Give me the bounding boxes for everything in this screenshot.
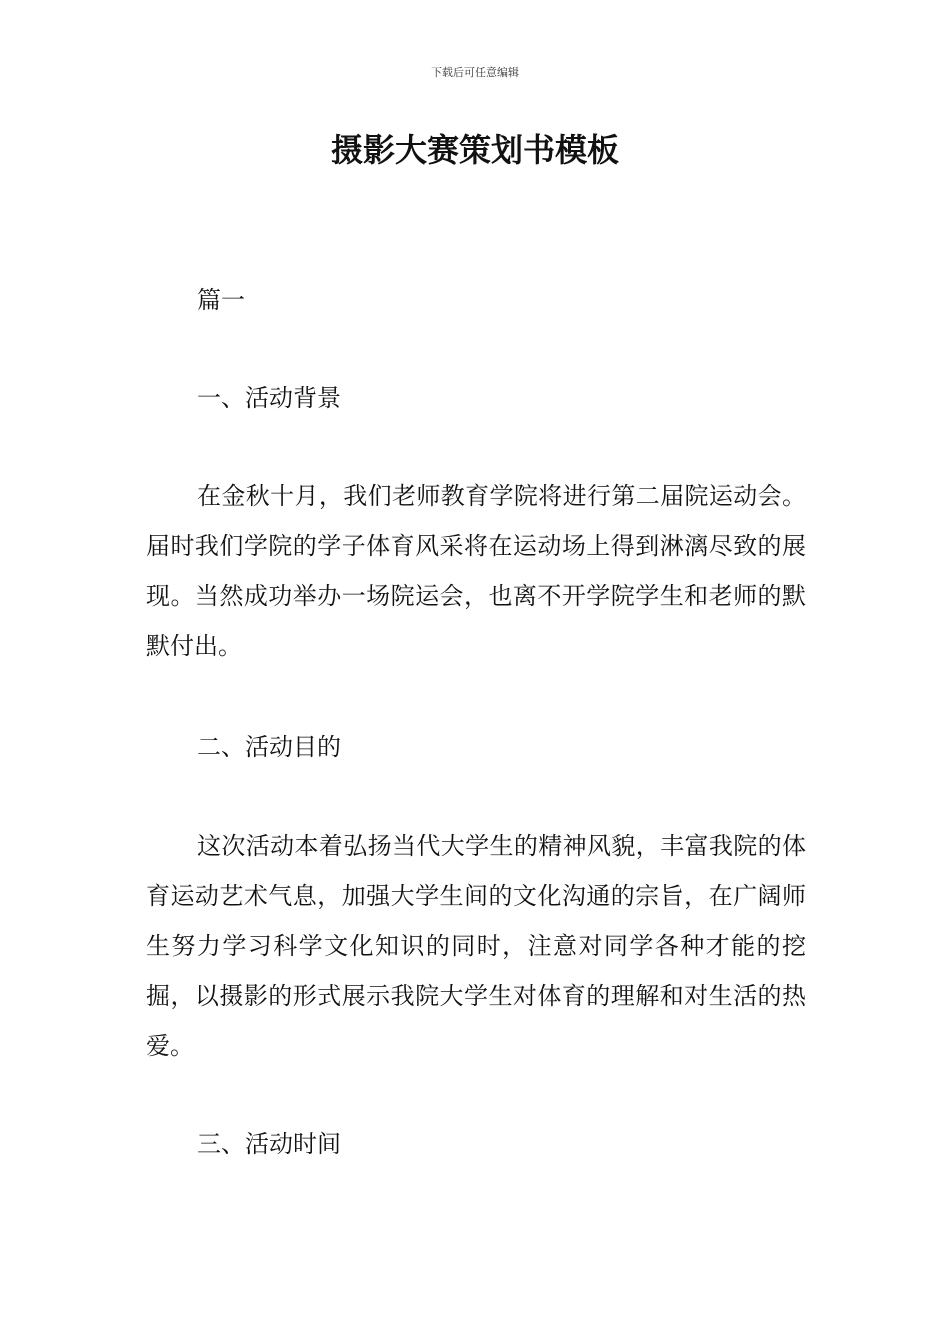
header-note: 下载后可任意编辑 [431,66,519,79]
part-label: 篇一 [197,286,245,314]
section-heading-purpose: 二、活动目的 [197,733,341,761]
section-paragraph-background: 在金秋十月，我们老师教育学院将进行第二届院运动会。届时我们学院的学子体育风采将在运动场上得到淋漓尽致的展现。当然成功举办一场院运会，也离不开学院学生和老师的默默付出。 [146,482,806,660]
section-heading-background: 一、活动背景 [197,384,341,412]
section-paragraph-purpose: 这次活动本着弘扬当代大学生的精神风貌，丰富我院的体育运动艺术气息，加强大学生间的文化沟通的宗旨，在广阔师生努力学习科学文化知识的同时，注意对同学各种才能的挖掘，以摄影的形式展示我院大学生对体育的理解和对生活的热爱。 [146,832,806,1060]
section-heading-time: 三、活动时间 [197,1130,341,1158]
document-title: 摄影大赛策划书模板 [330,131,619,169]
